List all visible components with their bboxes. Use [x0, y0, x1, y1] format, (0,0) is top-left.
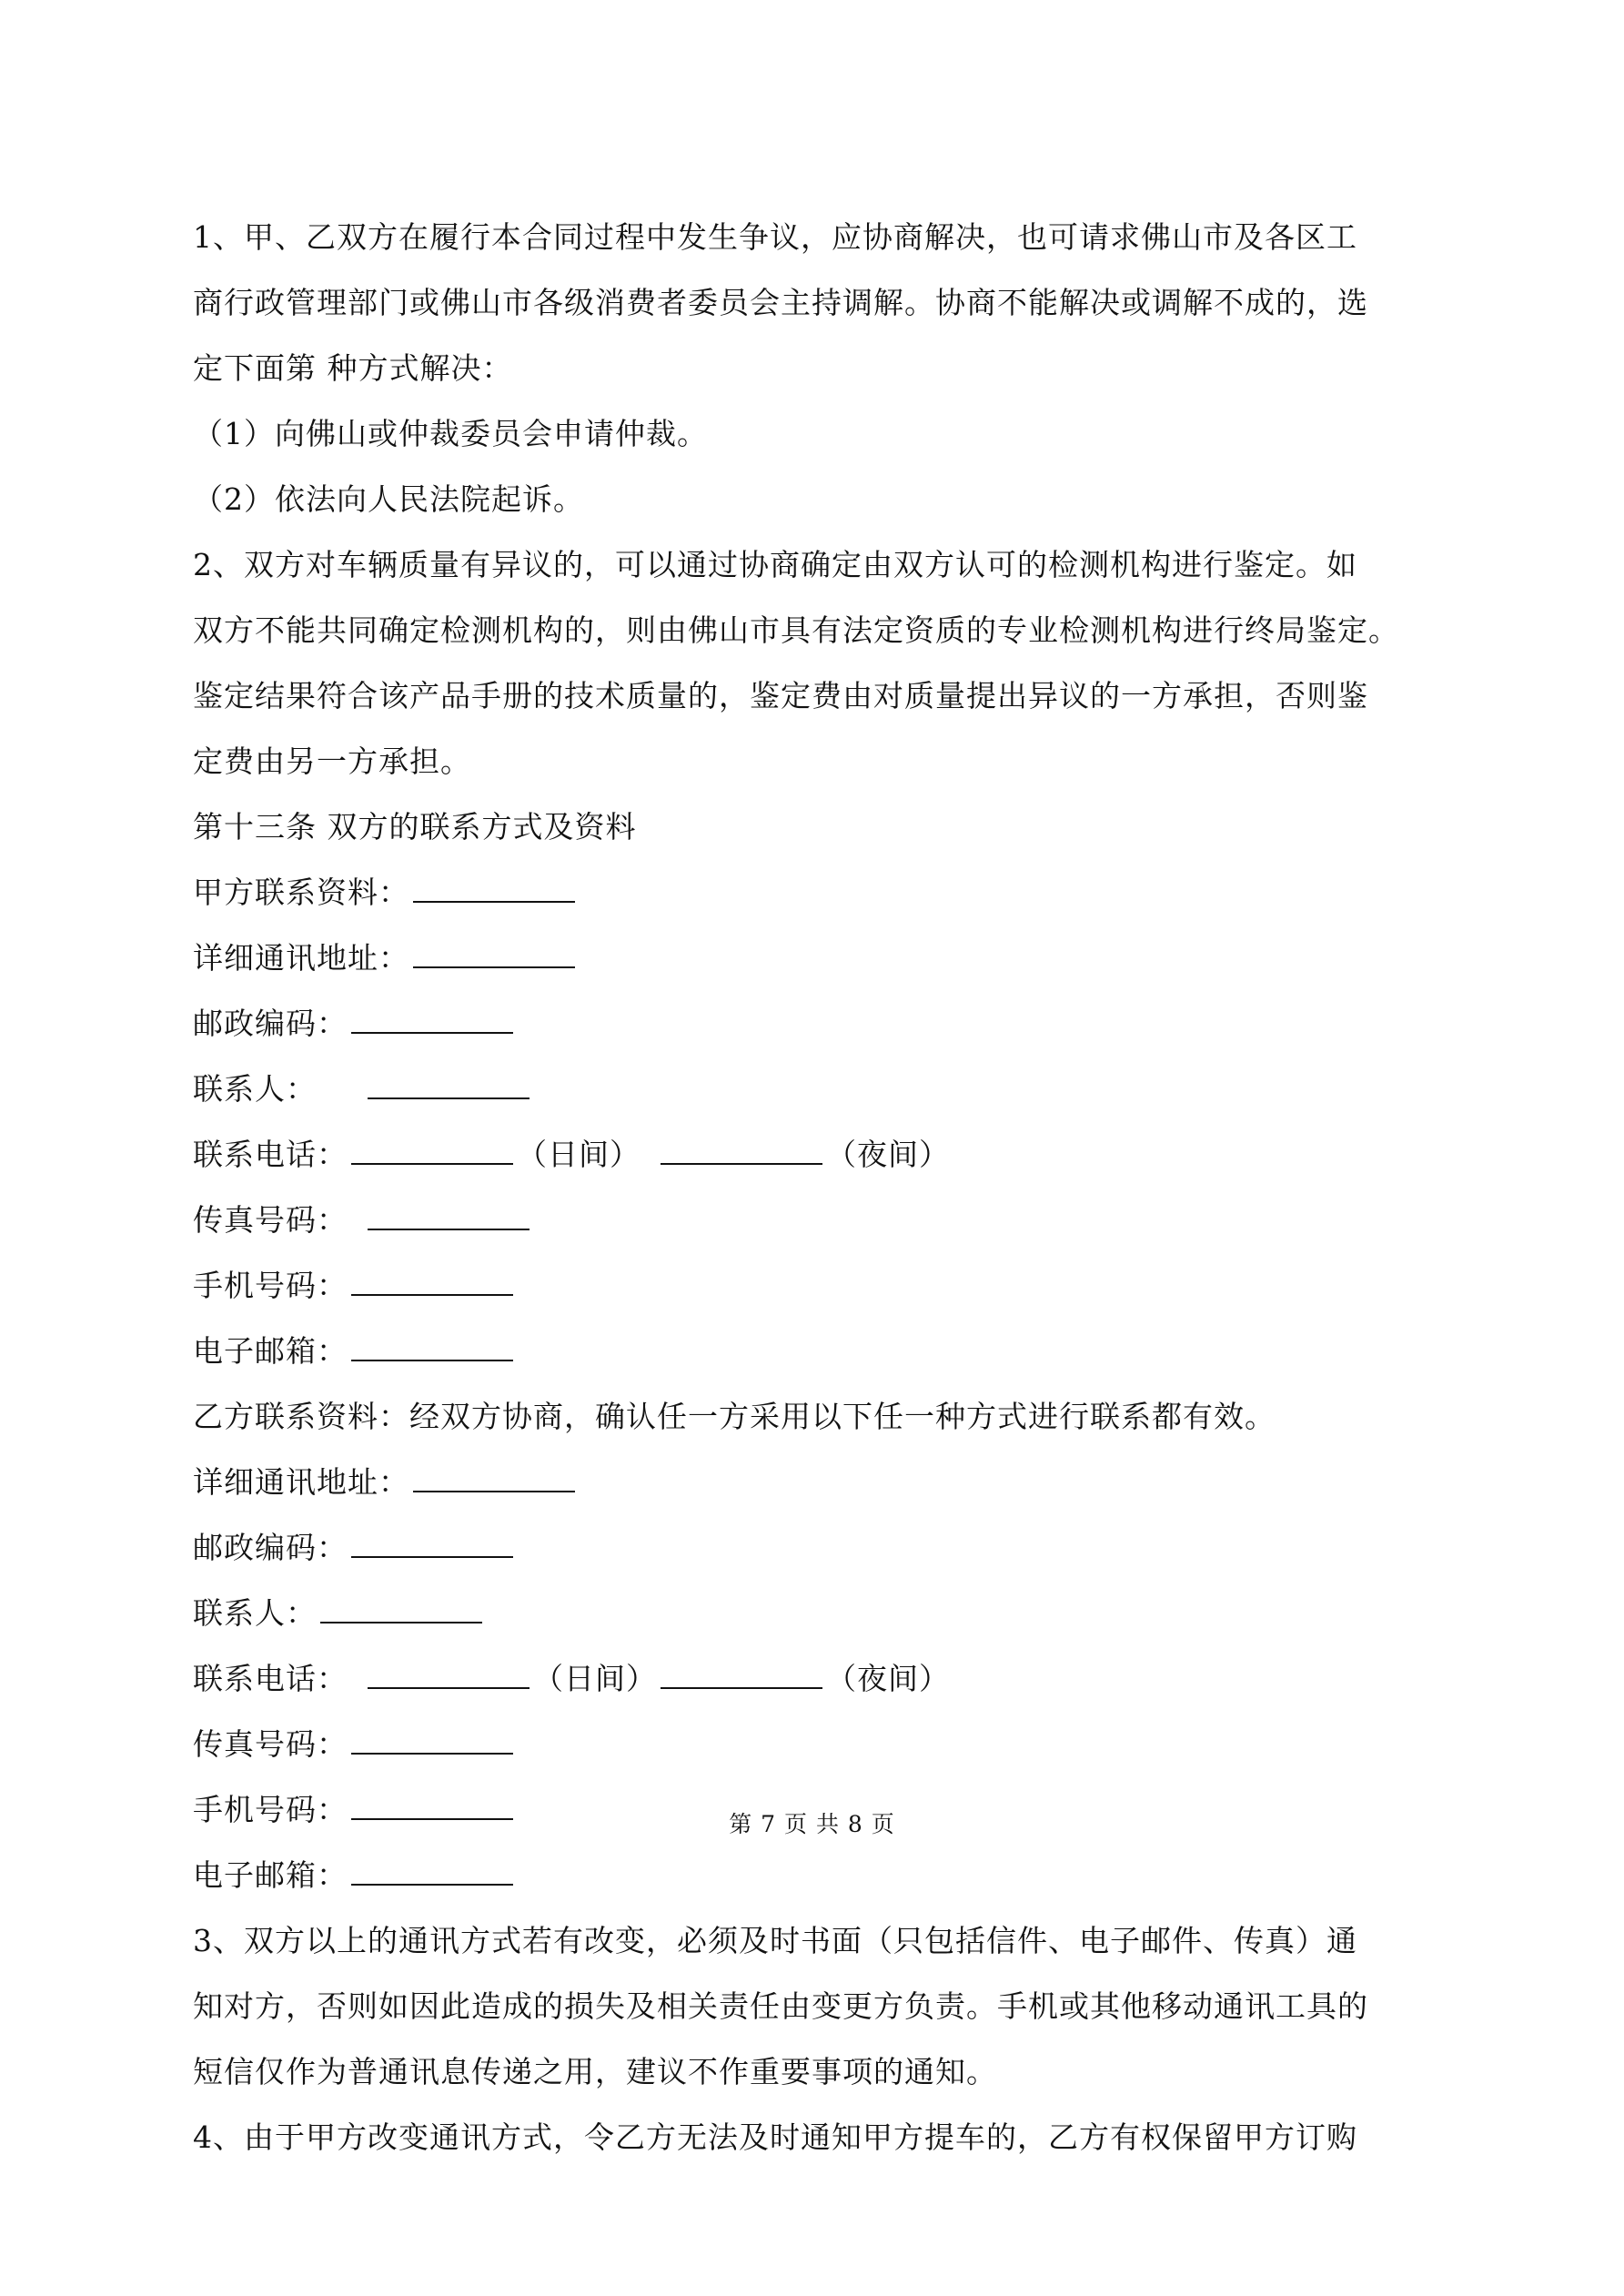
paragraph-line: 3、双方以上的通讯方式若有改变，必须及时书面（只包括信件、电子邮件、传真）通: [193, 1923, 1357, 1958]
fill-blank: [413, 874, 575, 903]
fill-blank: [320, 1594, 482, 1623]
daytime-label: （日间）: [533, 1661, 657, 1696]
fill-blank: [368, 1660, 530, 1689]
party-a-email-label: 电子邮箱：: [193, 1333, 348, 1369]
paragraph-line: （2）依法向人民法院起诉。: [193, 481, 584, 517]
party-b-postcode-row: [193, 1515, 1448, 1581]
fill-blank: [368, 1070, 530, 1099]
party-a-address-label: 详细通讯地址：: [193, 940, 409, 976]
paragraph-line: 商行政管理部门或佛山市各级消费者委员会主持调解。协商不能解决或调解不成的，选: [193, 285, 1368, 320]
party-b-address-row: [193, 1450, 1448, 1515]
party-a-contact-person-row: [193, 1057, 1448, 1122]
fill-blank: [413, 939, 575, 968]
party-a-postcode-row: [193, 991, 1448, 1057]
party-a-fax-label: 传真号码：: [193, 1202, 348, 1238]
paragraph-line: 2、双方对车辆质量有异议的，可以通过协商确定由双方认可的检测机构进行鉴定。如: [193, 547, 1357, 582]
fill-blank: [351, 1332, 513, 1361]
paragraph-line: 双方不能共同确定检测机构的，则由佛山市具有法定资质的专业检测机构进行终局鉴定。: [193, 612, 1399, 648]
party-a-fax-row: [193, 1188, 1448, 1253]
paragraph-line: 定下面第 种方式解决：: [193, 350, 513, 386]
party-a-contact-person-label: 联系人：: [193, 1071, 317, 1107]
fill-blank: [413, 1463, 575, 1492]
section-heading: 第十三条 双方的联系方式及资料: [193, 809, 637, 845]
paragraph-line: 4、由于甲方改变通讯方式，令乙方无法及时通知甲方提车的，乙方有权保留甲方订购: [193, 2119, 1357, 2155]
party-a-contact-info-label: 甲方联系资料：: [193, 875, 409, 910]
fill-blank: [661, 1660, 822, 1689]
fill-blank: [368, 1201, 530, 1230]
nighttime-label: （夜间）: [826, 1137, 950, 1172]
fill-blank: [351, 1005, 513, 1034]
party-a-postcode-label: 邮政编码：: [193, 1006, 348, 1041]
paragraph-line: 定费由另一方承担。: [193, 743, 471, 779]
daytime-label: （日间）: [517, 1137, 641, 1172]
page-indicator: 第 7 页 共 8 页: [729, 1811, 895, 1837]
party-a-phone-label: 联系电话：: [193, 1137, 348, 1172]
party-a-mobile-row: [193, 1253, 1448, 1319]
party-a-address-row: [193, 925, 1448, 991]
party-b-contact-person-label: 联系人：: [193, 1595, 317, 1631]
fill-blank: [351, 1856, 513, 1886]
document-body: [193, 205, 1448, 2170]
fill-blank: [351, 1725, 513, 1755]
nighttime-label: （夜间）: [826, 1661, 950, 1696]
party-b-mobile-label: 手机号码：: [193, 1792, 348, 1827]
fill-blank: [661, 1136, 822, 1165]
party-b-email-row: [193, 1843, 1448, 1908]
party-b-address-label: 详细通讯地址：: [193, 1464, 409, 1500]
fill-blank: [351, 1267, 513, 1296]
paragraph-line: 知对方，否则如因此造成的损失及相关责任由变更方负责。手机或其他移动通讯工具的: [193, 1988, 1368, 2024]
party-b-contact-person-row: [193, 1581, 1448, 1646]
fill-blank: [351, 1529, 513, 1558]
party-b-postcode-label: 邮政编码：: [193, 1530, 348, 1565]
paragraph-line: （1）向佛山或仲裁委员会申请仲裁。: [193, 416, 708, 451]
party-b-fax-row: [193, 1712, 1448, 1777]
party-b-contact-info: 乙方联系资料：经双方协商，确认任一方采用以下任一种方式进行联系都有效。: [193, 1399, 1276, 1434]
party-a-mobile-label: 手机号码：: [193, 1268, 348, 1303]
party-b-phone-row: [193, 1646, 1448, 1712]
party-b-fax-label: 传真号码：: [193, 1726, 348, 1762]
paragraph-line: 鉴定结果符合该产品手册的技术质量的，鉴定费由对质量提出异议的一方承担，否则鉴: [193, 678, 1368, 713]
paragraph-line: 短信仅作为普通讯息传递之用，建议不作重要事项的通知。: [193, 2054, 997, 2089]
party-b-email-label: 电子邮箱：: [193, 1857, 348, 1893]
paragraph-line: 1、甲、乙双方在履行本合同过程中发生争议，应协商解决，也可请求佛山市及各区工: [193, 219, 1357, 255]
party-a-phone-row: [193, 1122, 1448, 1188]
party-a-email-row: [193, 1319, 1448, 1384]
party-a-contact-info-row: [193, 860, 1448, 925]
party-b-phone-label: 联系电话：: [193, 1661, 348, 1696]
fill-blank: [351, 1136, 513, 1165]
